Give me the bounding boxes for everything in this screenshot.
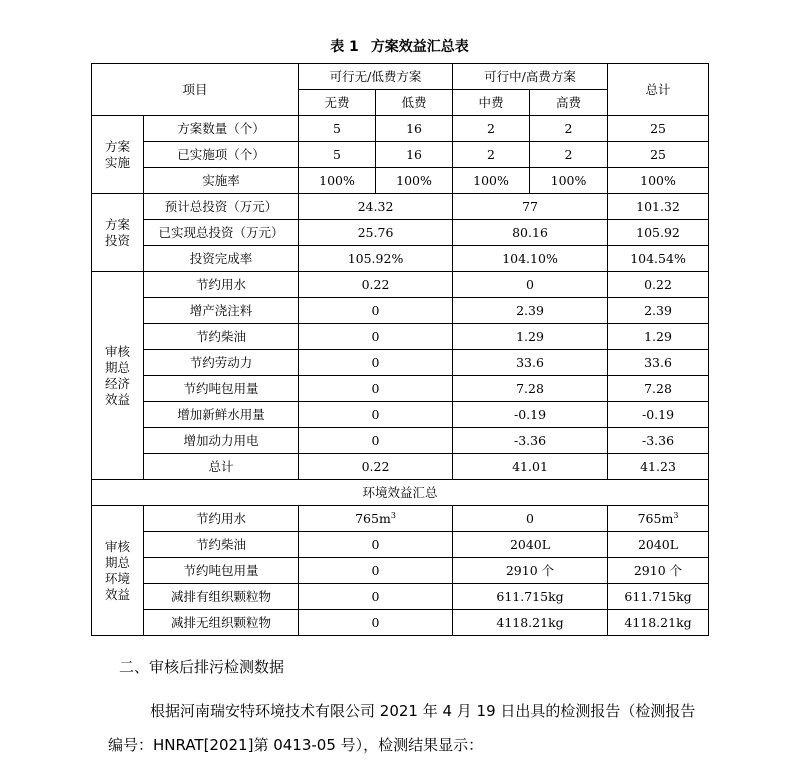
cell-value: 1.29 <box>453 324 608 350</box>
cell-value: 105.92% <box>299 246 453 272</box>
cell-value: 611.715kg <box>608 584 709 610</box>
cell-value: 7.28 <box>453 376 608 402</box>
cell-value: 2040L <box>453 532 608 558</box>
table-row <box>92 220 709 246</box>
cell-value: 100% <box>376 168 453 194</box>
cell-value: 16 <box>376 116 453 142</box>
cell-value: -3.36 <box>608 428 709 454</box>
cell-value: 100% <box>608 168 709 194</box>
cell-value: 0 <box>299 350 453 376</box>
row-label: 增加新鲜水用量 <box>144 402 299 428</box>
cell-value: 2 <box>453 142 530 168</box>
cell-value: $765m^3$ <box>608 506 709 532</box>
header-high-cost: 高费 <box>530 90 608 116</box>
cell-value: 100% <box>299 168 376 194</box>
cell-value: 104.10% <box>453 246 608 272</box>
group-economic-benefit: 审核 期总 经济 效益 <box>92 272 144 480</box>
cell-value: 2910 个 <box>453 558 608 584</box>
cell-value: 0 <box>299 402 453 428</box>
row-label: 投资完成率 <box>144 246 299 272</box>
cell-value: -0.19 <box>453 402 608 428</box>
cell-value: 0 <box>299 428 453 454</box>
cell-value: 0.22 <box>299 272 453 298</box>
header-total: 总计 <box>608 64 709 116</box>
cell-value: 0 <box>299 376 453 402</box>
group-investment: 方案 投资 <box>92 194 144 272</box>
env-section-title: 环境效益汇总 <box>92 480 709 506</box>
cell-value: -0.19 <box>608 402 709 428</box>
cell-value: 7.28 <box>608 376 709 402</box>
table-row <box>92 428 709 454</box>
cell-value: 80.16 <box>453 220 608 246</box>
table-row <box>92 402 709 428</box>
cell-value: 0 <box>453 272 608 298</box>
group-environmental-benefit: 审核 期总 环境 效益 <box>92 506 144 636</box>
cell-value: 105.92 <box>608 220 709 246</box>
header-low-cost: 低费 <box>376 90 453 116</box>
row-label: 增产浇注料 <box>144 298 299 324</box>
table-row <box>92 246 709 272</box>
cell-value: 41.23 <box>608 454 709 480</box>
cell-value: $765m^3$ <box>299 506 453 532</box>
cell-value: 104.54% <box>608 246 709 272</box>
section-heading: 二、审核后排污检测数据 <box>119 658 285 676</box>
cell-value: 611.715kg <box>453 584 608 610</box>
table-row <box>92 532 709 558</box>
cell-value: 0 <box>299 324 453 350</box>
table-row <box>92 350 709 376</box>
cell-value: 2 <box>453 116 530 142</box>
cell-value: 41.01 <box>453 454 608 480</box>
cell-value: 33.6 <box>453 350 608 376</box>
cell-value: 25 <box>608 116 709 142</box>
cell-value: 24.32 <box>299 194 453 220</box>
cell-value: 0 <box>453 506 608 532</box>
table-row <box>92 116 709 142</box>
cell-value: 2.39 <box>453 298 608 324</box>
unit-superscript: 3 <box>673 510 679 520</box>
group-implementation: 方案 实施 <box>92 116 144 194</box>
row-label: 总计 <box>144 454 299 480</box>
cell-value: 4118.21kg <box>608 610 709 636</box>
cell-value: 33.6 <box>608 350 709 376</box>
header-row-1 <box>92 64 709 90</box>
cell-value: 0 <box>299 584 453 610</box>
env-section-row <box>92 480 709 506</box>
cell-value: 0.22 <box>608 272 709 298</box>
cell-value: 2 <box>530 116 608 142</box>
row-label: 节约柴油 <box>144 324 299 350</box>
table-row <box>92 454 709 480</box>
cell-value: 101.32 <box>608 194 709 220</box>
row-label: 预计总投资（万元） <box>144 194 299 220</box>
row-label: 节约吨包用量 <box>144 376 299 402</box>
cell-value: 2.39 <box>608 298 709 324</box>
table-row <box>92 584 709 610</box>
cell-value: 0 <box>299 298 453 324</box>
row-label: 方案数量（个） <box>144 116 299 142</box>
table-row <box>92 376 709 402</box>
header-low-cost-group: 可行无/低费方案 <box>299 64 453 90</box>
cell-value: 5 <box>299 116 376 142</box>
table-row <box>92 610 709 636</box>
cell-value: 2040L <box>608 532 709 558</box>
row-label: 节约劳动力 <box>144 350 299 376</box>
header-item: 项目 <box>92 64 299 116</box>
unit-superscript: 3 <box>390 510 396 520</box>
cell-value: 77 <box>453 194 608 220</box>
row-label: 减排无组织颗粒物 <box>144 610 299 636</box>
row-label: 节约用水 <box>144 506 299 532</box>
table-row <box>92 168 709 194</box>
row-label: 减排有组织颗粒物 <box>144 584 299 610</box>
table-row <box>92 558 709 584</box>
cell-value: 4118.21kg <box>453 610 608 636</box>
table-row <box>92 324 709 350</box>
cell-value: 25 <box>608 142 709 168</box>
header-high-cost-group: 可行中/高费方案 <box>453 64 608 90</box>
row-label: 增加动力用电 <box>144 428 299 454</box>
row-label: 节约柴油 <box>144 532 299 558</box>
header-no-cost: 无费 <box>299 90 376 116</box>
cell-value: 2 <box>530 142 608 168</box>
cell-value: 100% <box>530 168 608 194</box>
table-row <box>92 272 709 298</box>
body-paragraph: 根据河南瑞安特环境技术有限公司 2021 年 4 月 19 日出具的检测报告（检测报告编号：HNRAT[2021]第 0413-05 号），检测结果显示： <box>108 702 696 754</box>
cell-value: 0 <box>299 610 453 636</box>
cell-value: 5 <box>299 142 376 168</box>
cell-value: 0 <box>299 532 453 558</box>
cell-value: 1.29 <box>608 324 709 350</box>
cell-value: 16 <box>376 142 453 168</box>
cell-value: 0 <box>299 558 453 584</box>
row-label: 节约用水 <box>144 272 299 298</box>
cell-value: 2910 个 <box>608 558 709 584</box>
cell-value: -3.36 <box>453 428 608 454</box>
benefit-summary-table <box>91 63 709 636</box>
cell-value: 100% <box>453 168 530 194</box>
cell-value: 0.22 <box>299 454 453 480</box>
table-row <box>92 506 709 532</box>
table-row <box>92 142 709 168</box>
table-row <box>92 298 709 324</box>
row-label: 已实施项（个） <box>144 142 299 168</box>
table-title: 方案效益汇总表 <box>370 39 469 55</box>
table-number: 表 1 <box>330 39 359 55</box>
row-label: 已实现总投资（万元） <box>144 220 299 246</box>
cell-value: 25.76 <box>299 220 453 246</box>
table-row <box>92 194 709 220</box>
header-mid-cost: 中费 <box>453 90 530 116</box>
table-caption <box>0 36 799 56</box>
row-label: 节约吨包用量 <box>144 558 299 584</box>
row-label: 实施率 <box>144 168 299 194</box>
